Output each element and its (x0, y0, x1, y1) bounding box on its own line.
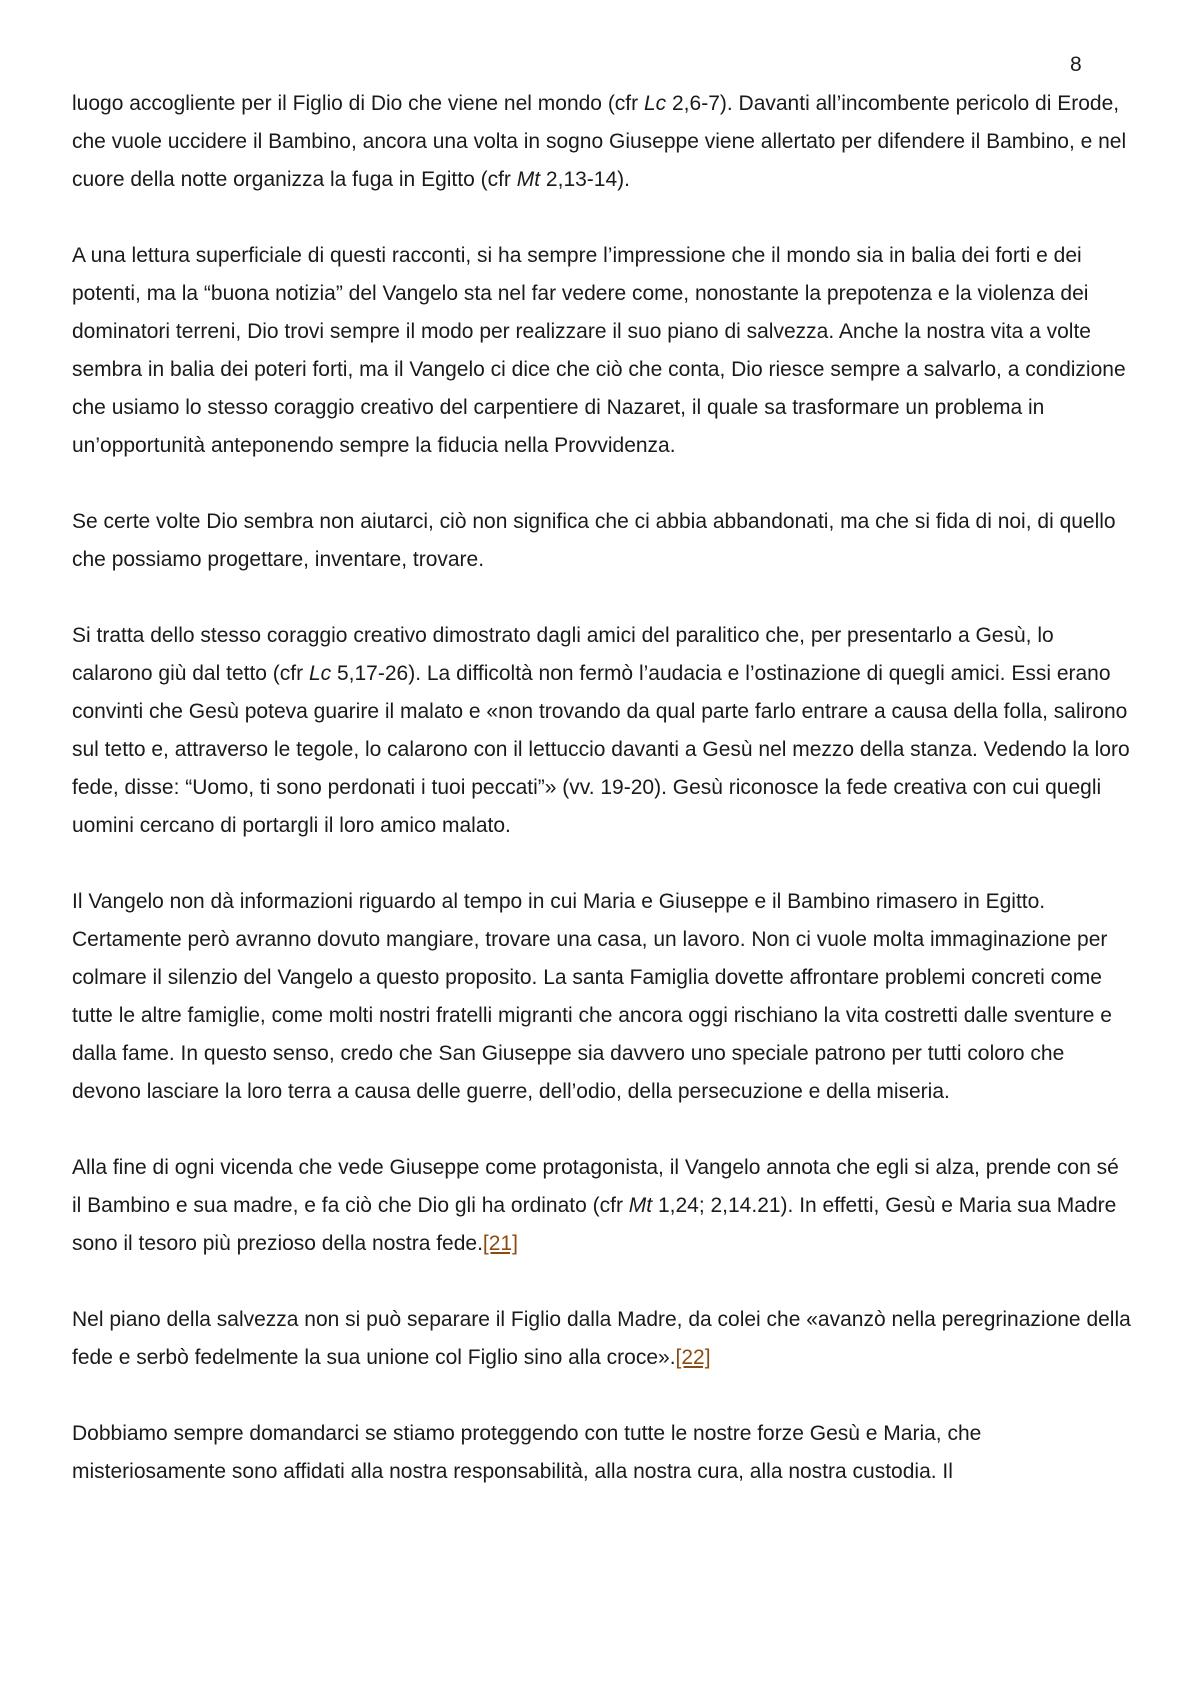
text-run: 1,24; 2,14.21). In effetti, Gesù e Maria sua Madre sono il tesoro più prezioso della nostra fede. (72, 1194, 1117, 1255)
footnote-link[interactable]: [21] (482, 1232, 518, 1255)
text-run: A una lettura superficiale di questi racconti, si ha sempre l’impressione che il mondo sia in balia dei forti e dei potenti, ma la “buona notizia” del Vangelo sta nel far vedere come, nonostante la prepotenza e la violenza dei dominatori terreni, Dio trovi sempre il modo per realizzare il suo piano di salvezza. Anche la nostra vita a volte sembra in balia dei poteri forti, ma il Vangelo ci dice che ciò che conta, Dio riesce sempre a salvarlo, a condizione che usiamo lo stesso coraggio creativo del carpentiere di Nazaret, il quale sa trasformare un problema in un’opportunità anteponendo sempre la fiducia nella Provvidenza. (72, 244, 1126, 457)
italic-citation: Lc (643, 92, 667, 115)
italic-citation: Mt (628, 1194, 653, 1217)
text-run: 5,17-26). La difficoltà non fermò l’audacia e l’ostinazione di quegli amici. Essi erano convinti che Gesù poteva guarire il malato e «non trovando da qual parte farlo entrare a causa della folla, salirono sul tetto e, attraverso le tegole, lo calarono con il lettuccio davanti a Gesù nel mezzo della stanza. Vedendo la loro fede, disse: “Uomo, ti sono perdonati i tuoi peccati”» (vv. 19-20). Gesù riconosce la fede creativa con cui quegli uomini cercano di portargli il loro amico malato. (72, 662, 1130, 837)
text-run: Se certe volte Dio sembra non aiutarci, ciò non significa che ci abbia abbandonati, ma che si fida di noi, di quello che possiamo progettare, inventare, trovare. (72, 510, 1116, 571)
paragraph (72, 617, 1132, 845)
paragraph (72, 1149, 1132, 1263)
text-run: Alla fine di ogni vicenda che vede Giuseppe come protagonista, il Vangelo annota che egli si alza, prende con sé il Bambino e sua madre, e fa ciò che Dio gli ha ordinato (cfr (72, 1156, 1119, 1217)
text-run: Si tratta dello stesso coraggio creativo dimostrato dagli amici del paralitico che, per presentarlo a Gesù, lo calarono giù dal tetto (cfr (72, 624, 1054, 685)
page-body (72, 85, 1132, 1491)
paragraph (72, 1301, 1132, 1377)
paragraph (72, 503, 1132, 579)
text-run: 2,13-14). (540, 168, 630, 191)
paragraph (72, 883, 1132, 1111)
page-number: 8 (1070, 53, 1082, 76)
paragraph (72, 1415, 1132, 1491)
paragraph (72, 85, 1132, 199)
text-run: Nel piano della salvezza non si può separare il Figlio dalla Madre, da colei che «avanzò nella peregrinazione della fede e serbò fedelmente la sua unione col Figlio sino alla croce». (72, 1308, 1131, 1369)
paragraph (72, 237, 1132, 465)
italic-citation: Mt (516, 168, 541, 191)
text-run: Dobbiamo sempre domandarci se stiamo proteggendo con tutte le nostre forze Gesù e Maria, che misteriosamente sono affidati alla nostra responsabilità, alla nostra cura, alla nostra custodia. Il (72, 1422, 982, 1483)
text-run: 2,6-7). Davanti all’incombente pericolo di Erode, che vuole uccidere il Bambino, ancora una volta in sogno Giuseppe viene allertato per difendere il Bambino, e nel cuore della notte organizza la fuga in Egitto (cfr (72, 92, 1127, 191)
text-run: luogo accogliente per il Figlio di Dio che viene nel mondo (cfr (72, 92, 644, 115)
footnote-link[interactable]: [22] (675, 1346, 711, 1369)
italic-citation: Lc (308, 662, 332, 685)
text-run: Il Vangelo non dà informazioni riguardo al tempo in cui Maria e Giuseppe e il Bambino rimasero in Egitto. Certamente però avranno dovuto mangiare, trovare una casa, un lavoro. Non ci vuole molta immaginazione per colmare il silenzio del Vangelo a questo proposito. La santa Famiglia dovette affrontare problemi concreti come tutte le altre famiglie, come molti nostri fratelli migranti che ancora oggi rischiano la vita costretti dalle sventure e dalla fame. In questo senso, credo che San Giuseppe sia davvero uno speciale patrono per tutti coloro che devono lasciare la loro terra a causa delle guerre, dell’odio, della persecuzione e della miseria. (72, 890, 1112, 1103)
